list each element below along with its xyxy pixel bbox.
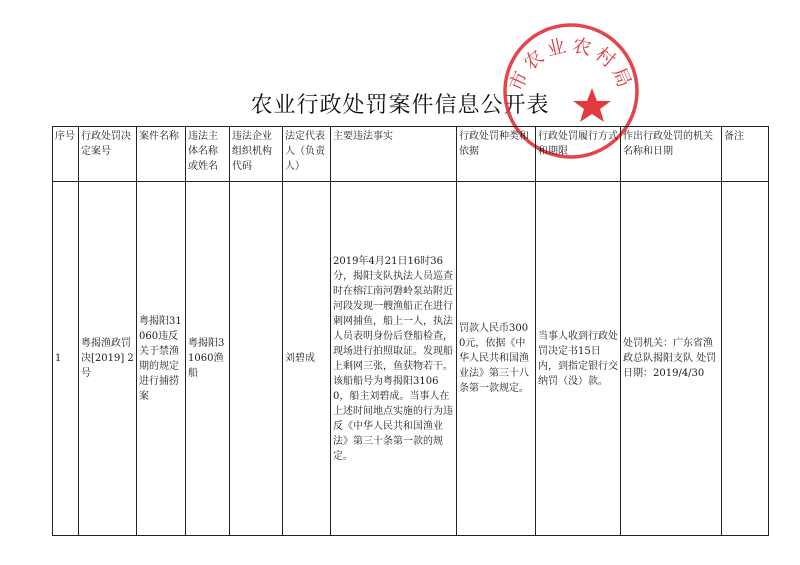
header-fulfillment: 行政处罚履行方式和期限: [536, 127, 621, 182]
cell-penalty: 罚款人民币3000元，依据《中华人民共和国渔业法》第三十八条第一款规定。: [457, 182, 536, 536]
header-remark: 备注: [722, 127, 769, 182]
seal-text: 市农业农村局: [505, 34, 637, 95]
cell-index: 1: [53, 182, 79, 536]
seal-star-icon: [573, 88, 611, 122]
page-title: 农业行政处罚案件信息公开表: [250, 93, 550, 118]
cell-org-code: [230, 182, 283, 536]
cell-legal-rep: 刘碧成: [283, 182, 331, 536]
cell-subject-name: 粤揭阳31060渔船: [186, 182, 230, 536]
cell-case-name: 粤揭阳31060违反关于禁渔期的规定进行捕捞案: [137, 182, 186, 536]
header-subject-name: 违法主体名称或姓名: [186, 127, 230, 182]
header-index: 序号: [53, 127, 79, 182]
header-penalty: 行政处罚种类和依据: [457, 127, 536, 182]
header-authority: 作出行政处罚的机关名称和日期: [621, 127, 722, 182]
cell-remark: [722, 182, 769, 536]
cell-authority: 处罚机关：广东省渔政总队揭阳支队 处罚日期：2019/4/30: [621, 182, 722, 536]
header-case-name: 案件名称: [137, 127, 186, 182]
header-legal-rep: 法定代表人（负责人）: [283, 127, 331, 182]
table-row: [53, 182, 769, 536]
case-info-table: [52, 126, 769, 536]
cell-fulfillment: 当事人收到行政处罚决定书15日内，到指定银行交纳罚（没）款。: [536, 182, 621, 536]
header-org-code: 违法企业组织机构代码: [230, 127, 283, 182]
table-header-row: [53, 127, 769, 182]
header-facts: 主要违法事实: [331, 127, 457, 182]
header-decision-no: 行政处罚决定案号: [79, 127, 137, 182]
cell-facts: 2019年4月21日16时36分，揭阳支队执法人员巡查时在榕江南河磐岭泵站附近河段发现一艘渔船正在进行刺网捕鱼，船上一人，执法人员表明身份后登船检查，现场进行拍照取证。发现船上剩网三张，鱼获物若干。该船船号为粤揭阳31060，船主刘碧成。当事人在上述时间地点实施的行为违反《中华人民共和国渔业法》第三十条第一款的规定。: [331, 182, 457, 536]
cell-decision-no: 粤揭渔政罚决[2019] 2 号: [79, 182, 137, 536]
